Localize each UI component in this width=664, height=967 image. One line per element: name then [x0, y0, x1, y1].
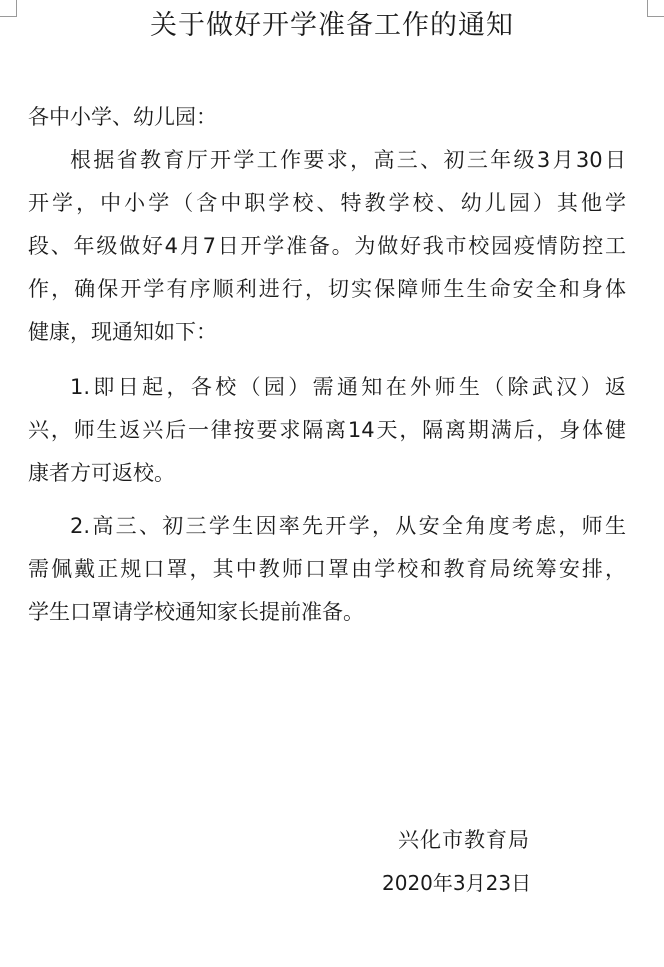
paragraph-2-line-3: 康者方可返校。 — [28, 461, 175, 485]
paragraph-2-line-2: 兴，师生返兴后一律按要求隔离14天，隔离期满后，身体健 — [28, 418, 626, 442]
paragraph-3-line-1: 2.高三、初三学生因率先开学，从安全角度考虑，师生 — [70, 514, 626, 538]
paragraph-1-line-3: 段、年级做好4月7日开学准备。为做好我市校园疫情防控工 — [28, 234, 626, 258]
salutation: 各中小学、幼儿园： — [28, 105, 217, 129]
paragraph-1-line-1: 根据省教育厅开学工作要求，高三、初三年级3月30日 — [70, 148, 626, 172]
paragraph-2-line-1: 1.即日起，各校（园）需通知在外师生（除武汉）返 — [70, 375, 626, 399]
paragraph-1-line-4: 作，确保开学有序顺利进行，切实保障师生生命安全和身体 — [28, 277, 626, 301]
paragraph-3-line-2: 需佩戴正规口罩，其中教师口罩由学校和教育局统筹安排， — [28, 557, 626, 581]
paragraph-1-line-2: 开学，中小学（含中职学校、特教学校、幼儿园）其他学 — [28, 191, 626, 215]
paragraph-3-line-3: 学生口罩请学校通知家长提前准备。 — [28, 600, 364, 624]
notice-title: 关于做好开学准备工作的通知 — [150, 10, 514, 41]
paragraph-1-line-5: 健康，现通知如下： — [28, 320, 217, 344]
issue-date: 2020年3月23日 — [382, 871, 532, 895]
issuer-signature: 兴化市教育局 — [398, 828, 530, 852]
